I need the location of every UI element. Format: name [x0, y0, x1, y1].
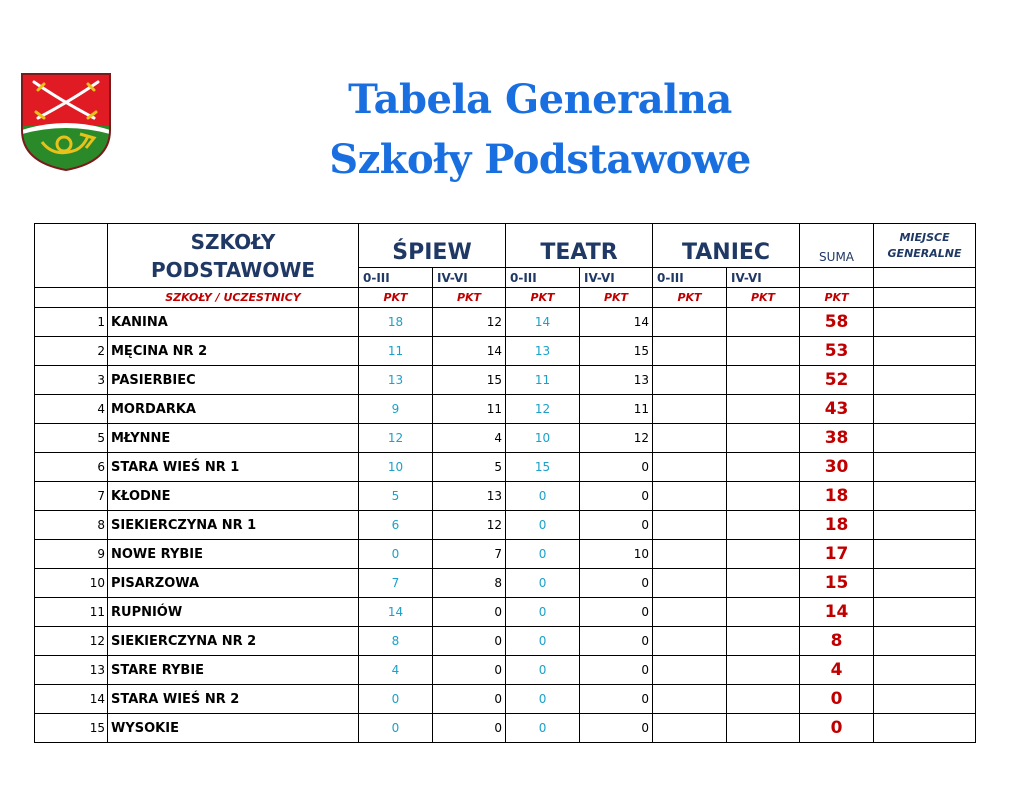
school-name: PISARZOWA — [108, 569, 359, 598]
teatr-0-iii: 0 — [506, 656, 580, 685]
teatr-0-iii: 0 — [506, 714, 580, 743]
suma-cell: 0 — [800, 714, 874, 743]
spiew-iv-vi: 0 — [433, 656, 506, 685]
teatr-iv-vi: 0 — [580, 656, 653, 685]
teatr-iv-vi: 10 — [580, 540, 653, 569]
spiew-0-iii: 13 — [359, 366, 433, 395]
taniec-iv-vi — [727, 337, 800, 366]
table-row — [35, 453, 976, 482]
rank-cell: 9 — [35, 540, 108, 569]
teatr-iv-vi: 0 — [580, 598, 653, 627]
teatr-iv-vi: 14 — [580, 308, 653, 337]
spiew-iv-vi: 12 — [433, 308, 506, 337]
rank-cell: 15 — [35, 714, 108, 743]
spiew-0-iii: 14 — [359, 598, 433, 627]
taniec-iv-vi — [727, 308, 800, 337]
taniec-0-iii — [653, 511, 727, 540]
taniec-iv-vi — [727, 453, 800, 482]
spiew-0-iii: 6 — [359, 511, 433, 540]
table-row — [35, 482, 976, 511]
teatr-iv-vi: 0 — [580, 511, 653, 540]
miejsce-blank — [874, 268, 976, 288]
miejsce-cell — [874, 308, 976, 337]
teatr-0-iii: 14 — [506, 308, 580, 337]
taniec-iv-vi — [727, 685, 800, 714]
teatr-0-iii: 10 — [506, 424, 580, 453]
grade-taniec-b: IV-VI — [727, 268, 800, 288]
taniec-iv-vi — [727, 395, 800, 424]
page-subtitle: Szkoły Podstawowe — [329, 136, 751, 183]
teatr-0-iii: 0 — [506, 569, 580, 598]
taniec-0-iii — [653, 308, 727, 337]
taniec-0-iii — [653, 424, 727, 453]
rank-cell: 13 — [35, 656, 108, 685]
suma-cell: 0 — [800, 685, 874, 714]
rank-cell: 11 — [35, 598, 108, 627]
teatr-0-iii: 0 — [506, 598, 580, 627]
taniec-iv-vi — [727, 511, 800, 540]
table-row — [35, 685, 976, 714]
suma-cell: 8 — [800, 627, 874, 656]
spiew-0-iii: 9 — [359, 395, 433, 424]
teatr-0-iii: 0 — [506, 482, 580, 511]
grade-teatr-a: 0-III — [506, 268, 580, 288]
miejsce-cell — [874, 656, 976, 685]
miejsce-cell — [874, 540, 976, 569]
table-row — [35, 569, 976, 598]
spiew-0-iii: 18 — [359, 308, 433, 337]
teatr-0-iii: 0 — [506, 627, 580, 656]
miejsce-cell — [874, 511, 976, 540]
spiew-iv-vi: 15 — [433, 366, 506, 395]
grade-spiew-b: IV-VI — [433, 268, 506, 288]
grade-teatr-b: IV-VI — [580, 268, 653, 288]
pkt-label: PKT — [433, 288, 506, 308]
spiew-0-iii: 0 — [359, 714, 433, 743]
spiew-iv-vi: 8 — [433, 569, 506, 598]
rank-cell: 4 — [35, 395, 108, 424]
miejsce-cell — [874, 453, 976, 482]
school-name: SIEKIERCZYNA NR 1 — [108, 511, 359, 540]
school-name: KŁODNE — [108, 482, 359, 511]
taniec-iv-vi — [727, 482, 800, 511]
miejsce-cell — [874, 337, 976, 366]
school-name: MORDARKA — [108, 395, 359, 424]
coat-of-arms-icon — [20, 72, 112, 172]
school-name: MŁYNNE — [108, 424, 359, 453]
taniec-0-iii — [653, 598, 727, 627]
rank-cell: 8 — [35, 511, 108, 540]
page-title: Tabela Generalna — [348, 76, 732, 123]
teatr-iv-vi: 0 — [580, 482, 653, 511]
table-row — [35, 627, 976, 656]
pkt-label: PKT — [653, 288, 727, 308]
miejsce-cell — [874, 395, 976, 424]
suma-cell: 18 — [800, 511, 874, 540]
taniec-iv-vi — [727, 598, 800, 627]
taniec-iv-vi — [727, 540, 800, 569]
spiew-iv-vi: 14 — [433, 337, 506, 366]
teatr-0-iii: 13 — [506, 337, 580, 366]
teatr-iv-vi: 0 — [580, 685, 653, 714]
school-name: MĘCINA NR 2 — [108, 337, 359, 366]
schools-header: SZKOŁY PODSTAWOWE — [108, 224, 359, 288]
pkt-label: PKT — [359, 288, 433, 308]
rank-cell: 7 — [35, 482, 108, 511]
spiew-header: ŚPIEW — [359, 224, 506, 268]
spiew-0-iii: 0 — [359, 540, 433, 569]
teatr-iv-vi: 0 — [580, 714, 653, 743]
spiew-iv-vi: 0 — [433, 598, 506, 627]
pkt-label: PKT — [800, 288, 874, 308]
spiew-iv-vi: 0 — [433, 714, 506, 743]
suma-cell: 53 — [800, 337, 874, 366]
corner-cell — [35, 224, 108, 288]
taniec-0-iii — [653, 656, 727, 685]
spiew-0-iii: 7 — [359, 569, 433, 598]
table-row — [35, 598, 976, 627]
table-row — [35, 366, 976, 395]
taniec-iv-vi — [727, 627, 800, 656]
suma-cell: 38 — [800, 424, 874, 453]
miejsce-cell — [874, 366, 976, 395]
spiew-0-iii: 11 — [359, 337, 433, 366]
table-row — [35, 395, 976, 424]
suma-cell: 18 — [800, 482, 874, 511]
taniec-iv-vi — [727, 656, 800, 685]
rank-cell: 10 — [35, 569, 108, 598]
school-name: STARE RYBIE — [108, 656, 359, 685]
teatr-0-iii: 0 — [506, 511, 580, 540]
school-name: RUPNIÓW — [108, 598, 359, 627]
teatr-iv-vi: 11 — [580, 395, 653, 424]
spiew-0-iii: 10 — [359, 453, 433, 482]
rank-cell: 14 — [35, 685, 108, 714]
school-name: WYSOKIE — [108, 714, 359, 743]
spiew-iv-vi: 7 — [433, 540, 506, 569]
subheader-label: SZKOŁY / UCZESTNICY — [108, 288, 359, 308]
rank-subheader — [35, 288, 108, 308]
school-name: STARA WIEŚ NR 1 — [108, 453, 359, 482]
teatr-iv-vi: 0 — [580, 569, 653, 598]
taniec-0-iii — [653, 482, 727, 511]
suma-cell: 14 — [800, 598, 874, 627]
taniec-0-iii — [653, 685, 727, 714]
rank-cell: 12 — [35, 627, 108, 656]
suma-blank — [800, 268, 874, 288]
pkt-label: PKT — [727, 288, 800, 308]
table-row — [35, 308, 976, 337]
taniec-0-iii — [653, 453, 727, 482]
miejsce-header: MIEJSCE GENERALNE — [874, 224, 976, 268]
table-row — [35, 511, 976, 540]
teatr-0-iii: 15 — [506, 453, 580, 482]
teatr-iv-vi: 15 — [580, 337, 653, 366]
spiew-iv-vi: 0 — [433, 685, 506, 714]
grade-taniec-a: 0-III — [653, 268, 727, 288]
taniec-0-iii — [653, 395, 727, 424]
miejsce-cell — [874, 627, 976, 656]
taniec-0-iii — [653, 627, 727, 656]
spiew-0-iii: 5 — [359, 482, 433, 511]
taniec-iv-vi — [727, 714, 800, 743]
teatr-iv-vi: 0 — [580, 453, 653, 482]
school-name: SIEKIERCZYNA NR 2 — [108, 627, 359, 656]
teatr-iv-vi: 12 — [580, 424, 653, 453]
suma-cell: 17 — [800, 540, 874, 569]
teatr-0-iii: 0 — [506, 685, 580, 714]
rank-cell: 1 — [35, 308, 108, 337]
rank-cell: 2 — [35, 337, 108, 366]
table-row — [35, 714, 976, 743]
rank-cell: 6 — [35, 453, 108, 482]
taniec-iv-vi — [727, 424, 800, 453]
teatr-0-iii: 0 — [506, 540, 580, 569]
teatr-iv-vi: 0 — [580, 627, 653, 656]
miejsce-cell — [874, 482, 976, 511]
school-name: KANINA — [108, 308, 359, 337]
general-table — [34, 223, 976, 743]
spiew-0-iii: 8 — [359, 627, 433, 656]
table-row — [35, 540, 976, 569]
grade-spiew-a: 0-III — [359, 268, 433, 288]
suma-cell: 58 — [800, 308, 874, 337]
taniec-0-iii — [653, 569, 727, 598]
rank-cell: 5 — [35, 424, 108, 453]
spiew-iv-vi: 11 — [433, 395, 506, 424]
taniec-0-iii — [653, 714, 727, 743]
pkt-label: PKT — [506, 288, 580, 308]
teatr-0-iii: 12 — [506, 395, 580, 424]
taniec-iv-vi — [727, 569, 800, 598]
miejsce-cell — [874, 685, 976, 714]
spiew-iv-vi: 5 — [433, 453, 506, 482]
miejsce-sub-blank — [874, 288, 976, 308]
taniec-header: TANIEC — [653, 224, 800, 268]
suma-cell: 15 — [800, 569, 874, 598]
school-name: STARA WIEŚ NR 2 — [108, 685, 359, 714]
taniec-iv-vi — [727, 366, 800, 395]
suma-cell: 52 — [800, 366, 874, 395]
rank-cell: 3 — [35, 366, 108, 395]
spiew-iv-vi: 13 — [433, 482, 506, 511]
miejsce-cell — [874, 714, 976, 743]
table-row — [35, 424, 976, 453]
school-name: NOWE RYBIE — [108, 540, 359, 569]
taniec-0-iii — [653, 366, 727, 395]
suma-cell: 43 — [800, 395, 874, 424]
taniec-0-iii — [653, 337, 727, 366]
table-row — [35, 656, 976, 685]
miejsce-cell — [874, 424, 976, 453]
spiew-iv-vi: 0 — [433, 627, 506, 656]
teatr-header: TEATR — [506, 224, 653, 268]
spiew-0-iii: 0 — [359, 685, 433, 714]
miejsce-cell — [874, 598, 976, 627]
teatr-0-iii: 11 — [506, 366, 580, 395]
spiew-0-iii: 12 — [359, 424, 433, 453]
spiew-iv-vi: 4 — [433, 424, 506, 453]
table-row — [35, 337, 976, 366]
miejsce-cell — [874, 569, 976, 598]
suma-cell: 30 — [800, 453, 874, 482]
teatr-iv-vi: 13 — [580, 366, 653, 395]
school-name: PASIERBIEC — [108, 366, 359, 395]
taniec-0-iii — [653, 540, 727, 569]
spiew-0-iii: 4 — [359, 656, 433, 685]
spiew-iv-vi: 12 — [433, 511, 506, 540]
suma-header: SUMA — [800, 224, 874, 268]
suma-cell: 4 — [800, 656, 874, 685]
pkt-label: PKT — [580, 288, 653, 308]
